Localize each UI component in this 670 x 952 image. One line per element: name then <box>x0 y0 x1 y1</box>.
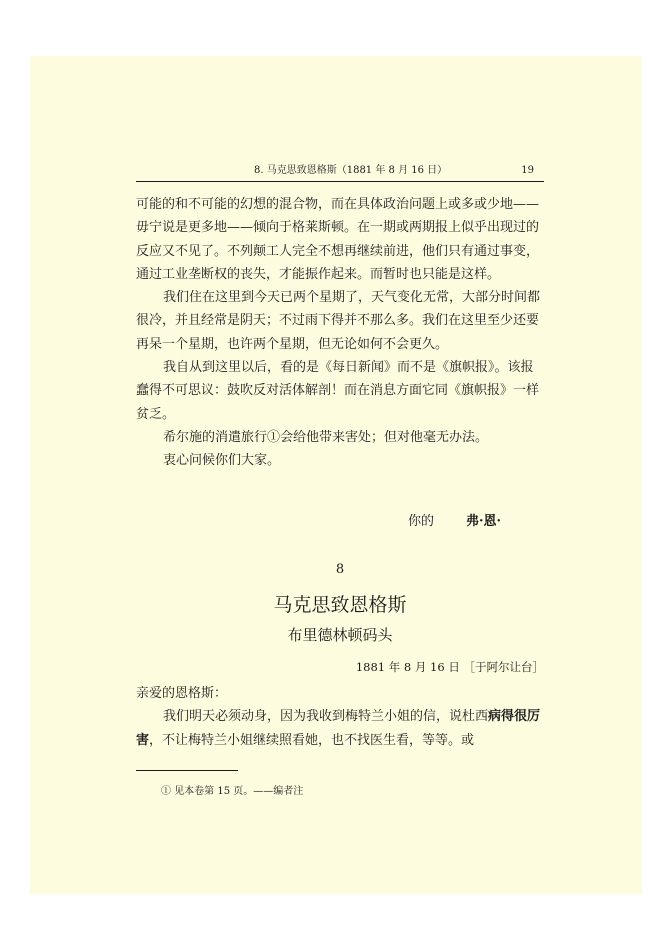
paragraph: 可能的和不可能的幻想的混合物，而在具体政治问题上或多或少地——毋宁说是更多地——倾向于格莱斯顿。在一期或两期报上似乎出现过的反应又不见了。不列颠工人完全不想再继续前进，他们只有通过事变，通过工业垄断权的丧失，才能振作起来。而暂时也只能是这样。 <box>136 197 540 282</box>
running-header <box>136 163 544 179</box>
emphasized-text: 病得很厉害 <box>136 709 541 748</box>
salutation: 亲爱的恩格斯： <box>136 686 228 701</box>
text: ，不让梅特兰小姐继续照看她，也不找医生看，等等。或 <box>149 732 475 748</box>
text: 我们明天必须动身，因为我收到梅特兰小姐的信，说杜西 <box>163 709 489 725</box>
paragraph: 希尔施的消遣旅行①会给他带来害处；但对他毫无办法。 <box>163 429 489 445</box>
paragraph <box>136 705 544 752</box>
footnote: ① 见本卷第 15 页。——编者注 <box>161 786 304 797</box>
signature-closing: 你的 <box>408 514 435 529</box>
letter-date: 1881 年 8 月 16 日 ［于阿尔让台］ <box>355 660 544 674</box>
paragraph: 我们住在这里到今天已两个星期了，天气变化无常，大部分时间都很冷，并且经常是阴天；不过雨下得并不那么多。我们在这里至少还要再呆一个星期，也许两个星期，但无论如何不会更久。 <box>136 290 541 352</box>
letter-number: 8 <box>335 562 345 577</box>
letter-place: 布里德林顿码头 <box>287 626 393 644</box>
paragraph: 我自从到这里以后，看的是《每日新闻》而不是《旗帜报》。该报蠢得不可思议：鼓吹反对活体解剖！而在消息方面它同《旗帜报》一样贫乏。 <box>136 360 540 422</box>
running-header-title: 8. 马克思致恩格斯（1881 年 8 月 16 日） <box>254 165 448 176</box>
page-number: 19 <box>521 165 534 176</box>
signature-name: 弗·恩· <box>466 514 502 529</box>
footnote-rule <box>136 770 238 771</box>
signature <box>136 510 544 532</box>
header-rule <box>136 181 544 182</box>
letter-title: 马克思致恩格斯 <box>273 594 407 616</box>
letter-body-continued <box>136 193 544 473</box>
paragraph: 衷心问候你们大家。 <box>163 453 281 469</box>
letter-body <box>136 682 544 752</box>
